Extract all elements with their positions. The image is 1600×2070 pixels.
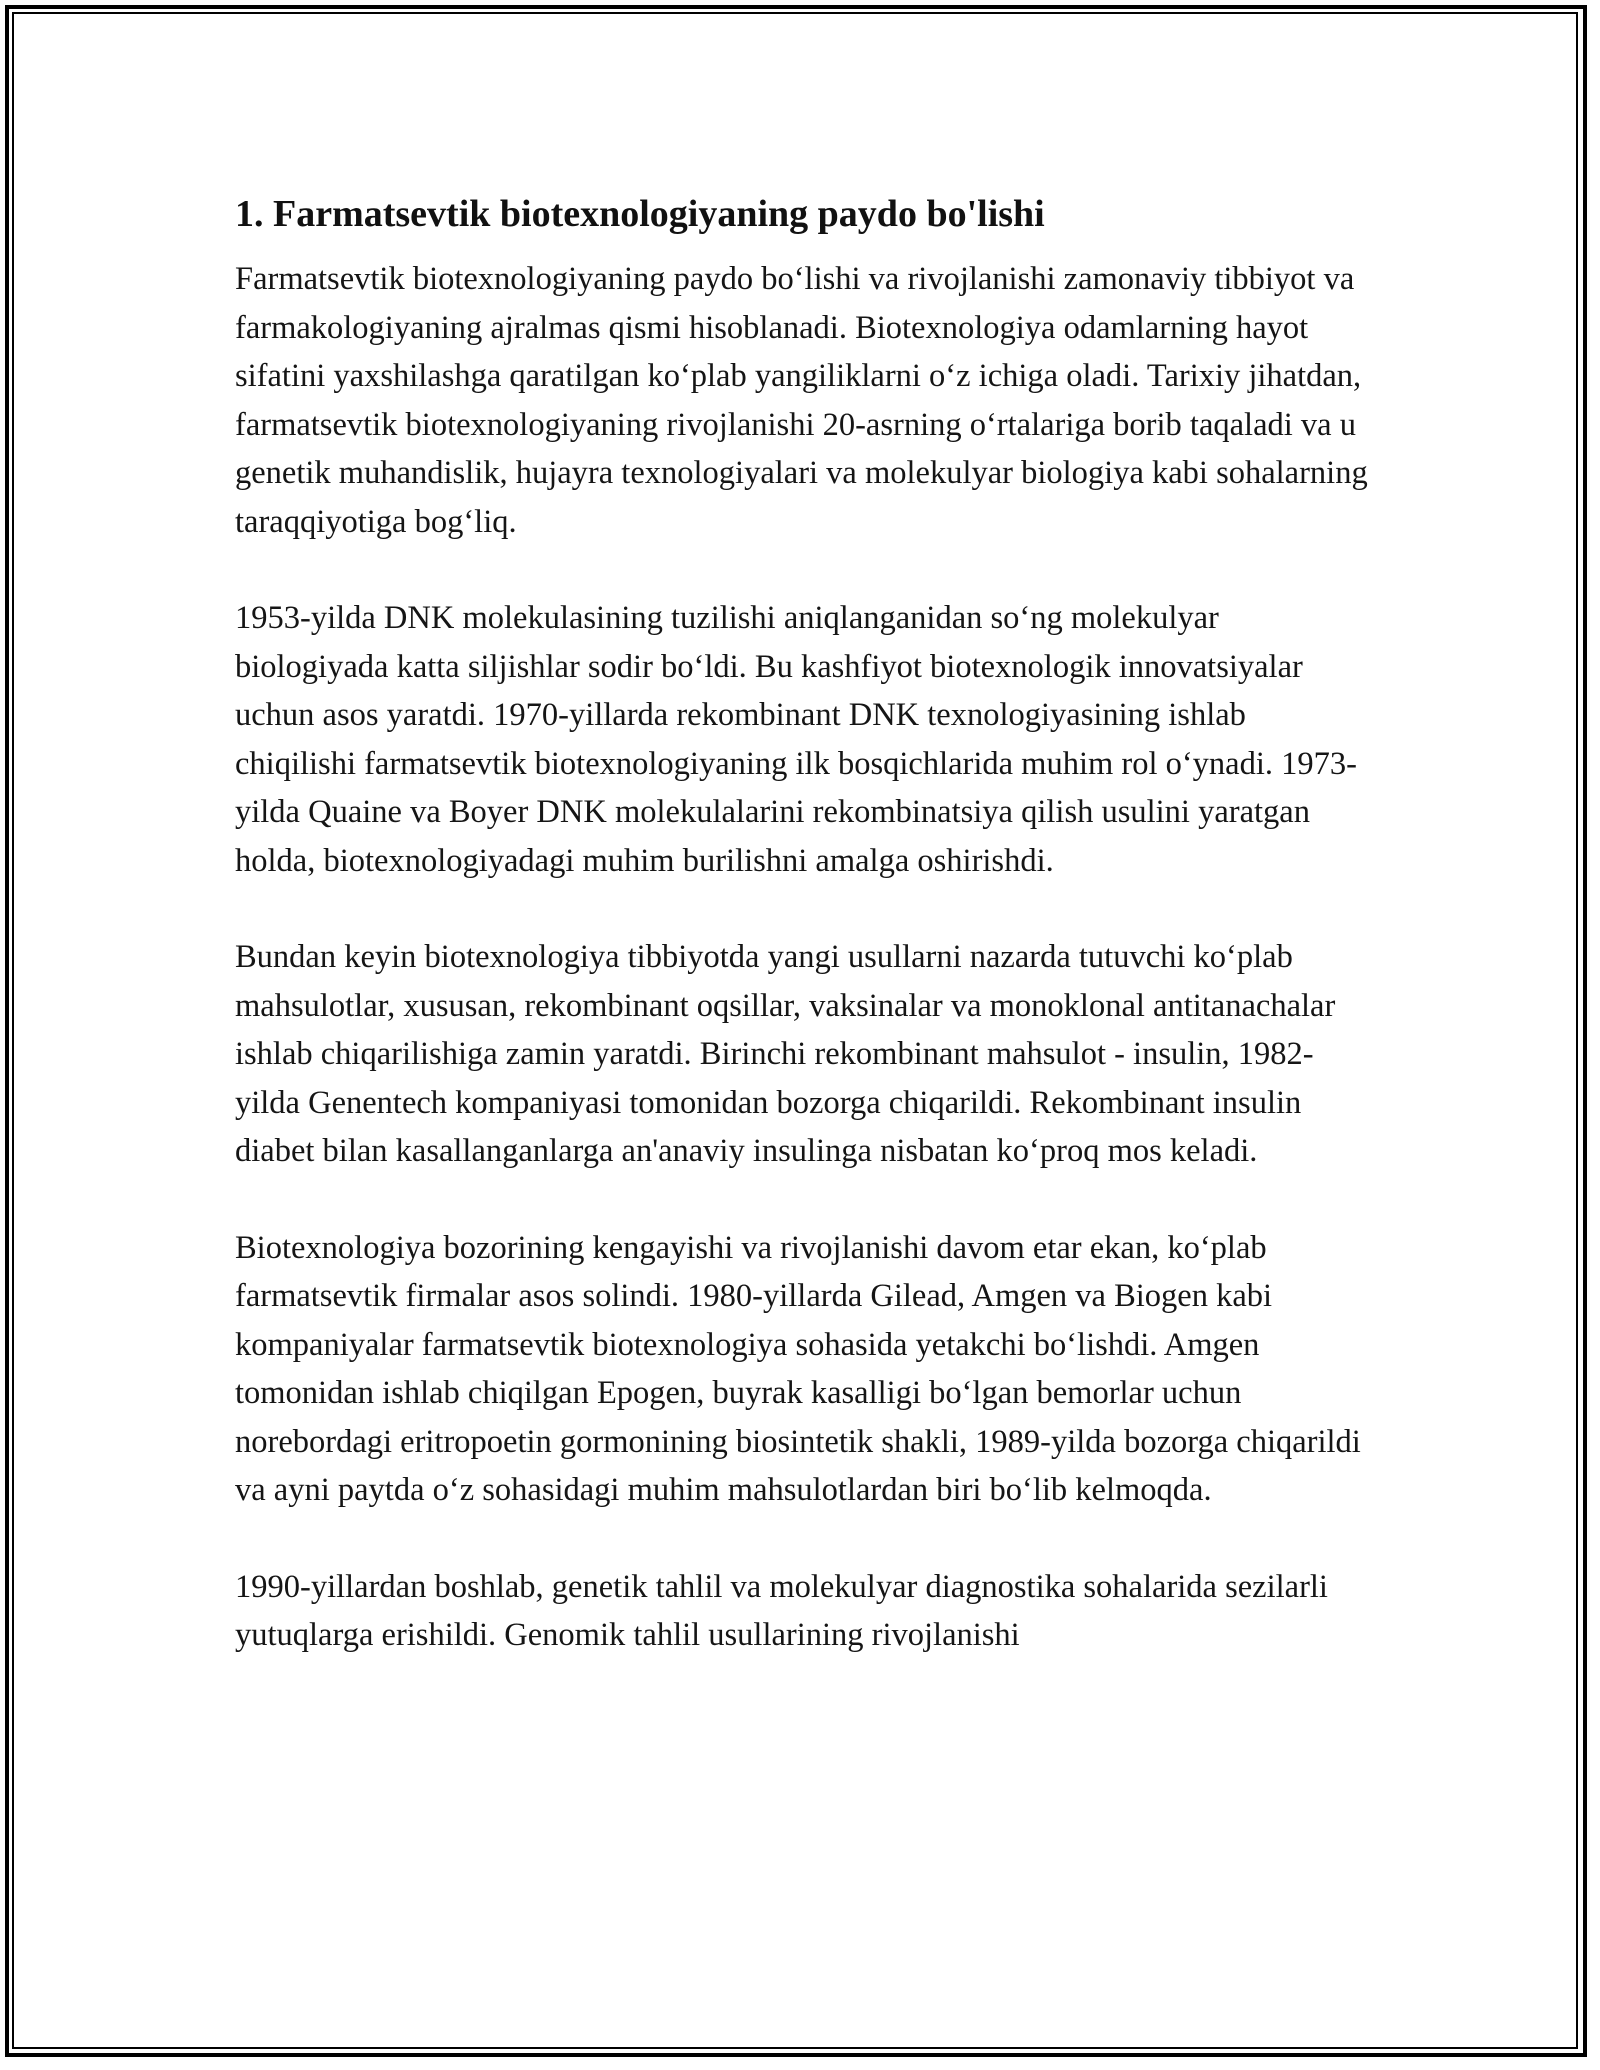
paragraph-1: Farmatsevtik biotexnologiyaning paydo bo‘lishi va rivojlanishi zamonaviy tibbiyot va farmakologiyaning ajralmas qismi hisoblanadi. Biotexnologiya odamlarning hayot sifatini yaxshilashga qaratilgan ko‘plab yangiliklarni o‘z ichiga oladi. Tarixiy jihatdan, farmatsevtik biotexnologiyaning rivojlanishi 20-asrning o‘rtalariga borib taqaladi va u genetik muhandislik, hujayra texnologiyalari va molekulyar biologiya kabi sohalarning taraqqiyotiga bog‘liq.	[235, 261, 1368, 540]
paragraph-3: Bundan keyin biotexnologiya tibbiyotda yangi usullarni nazarda tutuvchi ko‘plab mahsulotlar, xususan, rekombinant oqsillar, vaksinalar va monoklonal antitanachalar ishlab chiqarilishiga zamin yaratdi. Birinchi rekombinant mahsulot - insulin, 1982-yilda Genentech kompaniyasi tomonidan bozorga chiqarildi. Rekombinant insulin diabet bilan kasallanganlarga an'anaviy insulinga nisbatan ko‘proq mos keladi.	[235, 939, 1336, 1169]
paragraph-2: 1953-yilda DNK molekulasining tuzilishi aniqlanganidan so‘ng molekulyar biologiyada katta siljishlar sodir bo‘ldi. Bu kashfiyot biotexnologik innovatsiyalar uchun asos yaratdi. 1970-yillarda rekombinant DNK texnologiyasining ishlab chiqilishi farmatsevtik biotexnologiyaning ilk bosqichlarida muhim rol o‘ynadi. 1973-yilda Quaine va Boyer DNK molekulalarini rekombinatsiya qilish usulini yaratgan holda, biotexnologiyadagi muhim burilishni amalga oshirishdi.	[235, 600, 1357, 879]
document-body	[235, 185, 1370, 1708]
paragraph-4: Biotexnologiya bozorining kengayishi va rivojlanishi davom etar ekan, ko‘plab farmatsevtik firmalar asos solindi. 1980-yillarda Gilead, Amgen va Biogen kabi kompaniyalar farmatsevtik biotexnologiya sohasida yetakchi bo‘lishdi. Amgen tomonidan ishlab chiqilgan Epogen, buyrak kasalligi bo‘lgan bemorlar uchun norebordagi eritropoetin gormonining biosintetik shakli, 1989-yilda bozorga chiqarildi va ayni paytda o‘z sohasidagi muhim mahsulotlardan biri bo‘lib kelmoqda.	[235, 1229, 1361, 1508]
section-heading: 1. Farmatsevtik biotexnologiyaning paydo bo'lishi	[235, 193, 1045, 235]
paragraph-5: 1990-yillardan boshlab, genetik tahlil va molekulyar diagnostika sohalarida sezilarli yutuqlarga erishildi. Genomik tahlil usullarining rivojlanishi	[235, 1568, 1328, 1653]
